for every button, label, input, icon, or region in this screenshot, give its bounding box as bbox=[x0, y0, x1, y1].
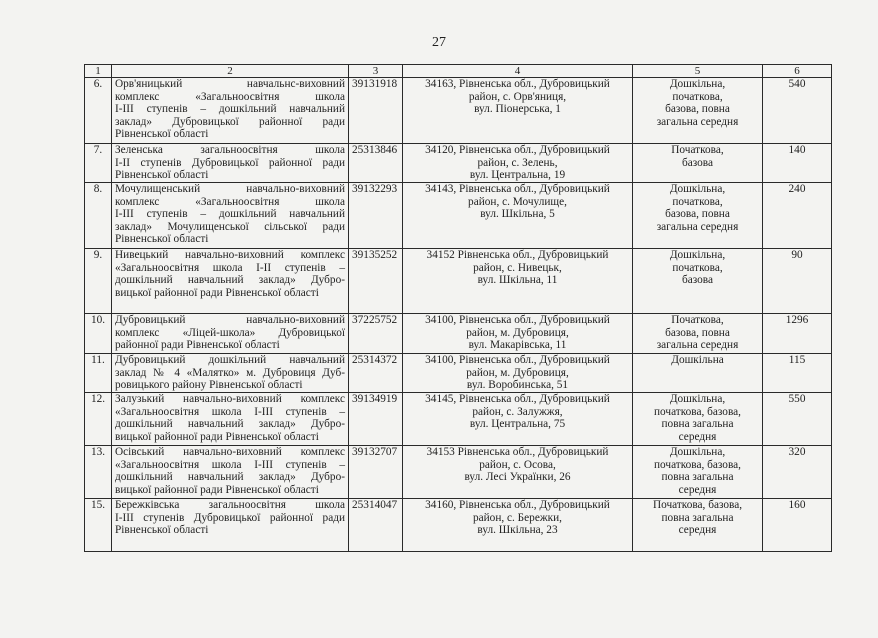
institution-name-line: заклад» Мочулищенської сільської ради bbox=[115, 220, 345, 233]
education-level-line: Початкова, базова, bbox=[652, 499, 743, 511]
institution-name-line: вицької районної ради Рівненської області bbox=[115, 430, 319, 443]
institution-name-cell bbox=[112, 78, 349, 144]
education-level-line: базова, повна bbox=[665, 103, 730, 116]
student-count-cell: 550 bbox=[763, 393, 832, 446]
education-level-cell bbox=[633, 446, 763, 499]
education-level-line: Дошкільна, bbox=[669, 393, 726, 405]
education-level-line: середня bbox=[678, 430, 717, 443]
header-cell: 3 bbox=[349, 65, 403, 78]
address-line: 34145, Рівненська обл., Дубровицький bbox=[425, 393, 610, 405]
institution-name-line: дошкільний навчальний заклад» Дубро- bbox=[115, 274, 345, 287]
address-line: район, с. Залужжя, bbox=[472, 405, 563, 418]
table-row bbox=[85, 249, 832, 314]
row-number-cell: 7. bbox=[85, 144, 112, 183]
institution-name-line: Дубровицький навчально-виховний bbox=[115, 314, 345, 326]
education-level-line: базова bbox=[681, 156, 713, 169]
table-row bbox=[85, 354, 832, 393]
student-count-cell: 115 bbox=[763, 354, 832, 393]
education-level-cell bbox=[633, 393, 763, 446]
education-level-line: Початкова, bbox=[671, 314, 724, 326]
address-line: 34163, Рівненська обл., Дубровицький bbox=[425, 78, 610, 90]
address-line: район, с. Зелень, bbox=[477, 156, 558, 169]
education-level-line: Початкова, bbox=[671, 144, 724, 156]
institution-name-line: «Загальноосвітня школа І-ІІІ ступенів – bbox=[115, 458, 345, 471]
address-line: 34153 Рівненська обл., Дубровицький bbox=[426, 446, 609, 458]
institution-name-cell bbox=[112, 499, 349, 552]
code-cell: 25314047 bbox=[349, 499, 403, 552]
table-row bbox=[85, 183, 832, 249]
address-line: район, м. Дубровиця, bbox=[466, 366, 569, 379]
institution-name-line: «Загальноосвітня школа І-ІІІ ступенів – bbox=[115, 405, 345, 418]
address-line: район, м. Дубровиця, bbox=[466, 326, 569, 339]
row-number-cell: 11. bbox=[85, 354, 112, 393]
address-line: район, с. Орв'яниця, bbox=[468, 90, 567, 103]
institution-name-line: Нивецький навчально-виховний комплекс bbox=[115, 249, 345, 261]
code-cell: 25314372 bbox=[349, 354, 403, 393]
address-line: вул. Шкільна, 23 bbox=[477, 524, 558, 537]
education-level-cell bbox=[633, 354, 763, 393]
table-row bbox=[85, 78, 832, 144]
table-row bbox=[85, 446, 832, 499]
address-line: вул. Піонерська, 1 bbox=[474, 103, 561, 116]
institution-name-line: вицької районної ради Рівненської області bbox=[115, 286, 319, 299]
address-line: 34100, Рівненська обл., Дубровицький bbox=[425, 354, 610, 366]
address-cell bbox=[403, 499, 633, 552]
address-line: 34152 Рівненська обл., Дубровицький bbox=[426, 249, 609, 261]
education-level-cell bbox=[633, 499, 763, 552]
row-number-cell: 15. bbox=[85, 499, 112, 552]
student-count-cell: 1296 bbox=[763, 314, 832, 354]
header-cell: 6 bbox=[763, 65, 832, 78]
address-cell bbox=[403, 144, 633, 183]
institution-name-line: вицької районної ради Рівненської області bbox=[115, 483, 319, 496]
education-level-cell bbox=[633, 314, 763, 354]
institution-name-line: дошкільний навчальний заклад» Дубро- bbox=[115, 418, 345, 431]
address-line: район, с. Бережки, bbox=[472, 511, 563, 524]
institution-name-line: заклад» Дубровицької районної ради bbox=[115, 115, 345, 128]
institution-name-line: Мочулищенський навчально-виховний bbox=[115, 183, 345, 195]
row-number-cell: 10. bbox=[85, 314, 112, 354]
institution-name-line: Рівненської області bbox=[115, 233, 209, 246]
table-row bbox=[85, 144, 832, 183]
institution-name-line: Зеленська загальноосвітня школа bbox=[115, 144, 345, 156]
address-cell bbox=[403, 249, 633, 314]
education-level-cell bbox=[633, 144, 763, 183]
address-line: вул. Макарівська, 11 bbox=[468, 339, 567, 352]
address-cell bbox=[403, 446, 633, 499]
institution-name-line: дошкільний навчальний заклад» Дубро- bbox=[115, 471, 345, 484]
header-cell: 2 bbox=[112, 65, 349, 78]
address-cell bbox=[403, 183, 633, 249]
page-number: 27 bbox=[432, 35, 446, 50]
address-line: вул. Лесі Українки, 26 bbox=[464, 471, 571, 484]
row-number-cell: 13. bbox=[85, 446, 112, 499]
student-count-cell: 90 bbox=[763, 249, 832, 314]
code-cell: 37225752 bbox=[349, 314, 403, 354]
education-level-line: середня bbox=[678, 524, 717, 537]
institution-name-line: Дубровицький дошкільний навчальний bbox=[115, 354, 345, 366]
institution-name-line: районної ради Рівненської області bbox=[115, 339, 280, 352]
education-level-cell bbox=[633, 78, 763, 144]
institution-name-cell bbox=[112, 249, 349, 314]
student-count-cell: 140 bbox=[763, 144, 832, 183]
institution-name-cell bbox=[112, 354, 349, 393]
address-cell bbox=[403, 78, 633, 144]
address-line: вул. Шкільна, 11 bbox=[477, 274, 558, 287]
education-level-line: повна загальна bbox=[661, 511, 734, 524]
table-row bbox=[85, 499, 832, 552]
institution-name-line: «Загальноосвітня школа І-ІІ ступенів – bbox=[115, 261, 345, 274]
address-cell bbox=[403, 393, 633, 446]
table-row bbox=[85, 393, 832, 446]
education-level-line: Дошкільна, bbox=[669, 78, 726, 90]
education-level-line: повна загальна bbox=[661, 418, 734, 431]
education-level-line: Дошкільна, bbox=[669, 249, 726, 261]
education-level-line: Дошкільна, bbox=[669, 183, 726, 195]
education-level-line: Дошкільна bbox=[671, 354, 724, 366]
education-level-cell bbox=[633, 183, 763, 249]
address-line: вул. Центральна, 75 bbox=[469, 418, 566, 431]
institution-name-line: Рівненської області bbox=[115, 169, 209, 182]
institution-name-line: Рівненської області bbox=[115, 128, 209, 141]
address-line: район, с. Осова, bbox=[479, 458, 556, 471]
education-level-line: початкова, базова, bbox=[654, 458, 741, 471]
education-level-line: загальна середня bbox=[656, 115, 739, 128]
address-cell bbox=[403, 314, 633, 354]
institution-name-line: Бережківська загальноосвітня школа bbox=[115, 499, 345, 511]
institution-name-cell bbox=[112, 144, 349, 183]
header-row bbox=[85, 65, 832, 78]
institution-name-line: ровицького району Рівненської області bbox=[115, 379, 303, 392]
code-cell: 39135252 bbox=[349, 249, 403, 314]
institution-name-line: Осівський навчально-виховний комплекс bbox=[115, 446, 345, 458]
row-number-cell: 12. bbox=[85, 393, 112, 446]
education-level-line: Дошкільна, bbox=[669, 446, 726, 458]
institution-name-line: комплекс «Ліцей-школа» Дубровицької bbox=[115, 326, 345, 339]
institution-name-cell bbox=[112, 393, 349, 446]
education-level-line: початкова, базова, bbox=[654, 405, 741, 418]
institution-name-cell bbox=[112, 314, 349, 354]
institution-name-line: І-ІІІ ступенів – дошкільний навчальний bbox=[115, 208, 345, 221]
code-cell: 39134919 bbox=[349, 393, 403, 446]
institution-name-line: І-ІІІ ступенів Дубровицької районної ради bbox=[115, 511, 345, 524]
address-line: вул. Центральна, 19 bbox=[469, 169, 566, 182]
header-cell: 1 bbox=[85, 65, 112, 78]
address-line: 34160, Рівненська обл., Дубровицький bbox=[425, 499, 610, 511]
address-line: 34143, Рівненська обл., Дубровицький bbox=[425, 183, 610, 195]
student-count-cell: 320 bbox=[763, 446, 832, 499]
education-level-cell bbox=[633, 249, 763, 314]
row-number-cell: 9. bbox=[85, 249, 112, 314]
address-line: вул. Шкільна, 5 bbox=[480, 208, 555, 221]
education-level-line: середня bbox=[678, 483, 717, 496]
code-cell: 25313846 bbox=[349, 144, 403, 183]
header-cell: 5 bbox=[633, 65, 763, 78]
row-number-cell: 6. bbox=[85, 78, 112, 144]
code-cell: 39132293 bbox=[349, 183, 403, 249]
address-line: 34120, Рівненська обл., Дубровицький bbox=[425, 144, 610, 156]
address-line: 34100, Рівненська обл., Дубровицький bbox=[425, 314, 610, 326]
institutions-table bbox=[84, 64, 832, 552]
education-level-line: початкова, bbox=[672, 195, 723, 208]
education-level-line: початкова, bbox=[672, 261, 723, 274]
institution-name-line: І-ІІ ступенів Дубровицької районної ради bbox=[115, 156, 345, 169]
institution-name-line: заклад № 4 «Малятко» м. Дубровиця Дуб- bbox=[115, 366, 345, 379]
education-level-line: загальна середня bbox=[656, 339, 739, 352]
education-level-line: базова, повна bbox=[665, 208, 730, 221]
row-number-cell: 8. bbox=[85, 183, 112, 249]
institution-name-cell bbox=[112, 183, 349, 249]
education-level-line: повна загальна bbox=[661, 471, 734, 484]
header-cell: 4 bbox=[403, 65, 633, 78]
code-cell: 39131918 bbox=[349, 78, 403, 144]
table-row bbox=[85, 314, 832, 354]
address-line: вул. Воробинська, 51 bbox=[466, 379, 569, 392]
institution-name-line: комплекс «Загальноосвітня школа bbox=[115, 90, 345, 103]
institution-name-cell bbox=[112, 446, 349, 499]
institution-name-line: Рівненської області bbox=[115, 524, 209, 537]
student-count-cell: 160 bbox=[763, 499, 832, 552]
institution-name-line: І-ІІІ ступенів – дошкільний навчальний bbox=[115, 103, 345, 116]
address-cell bbox=[403, 354, 633, 393]
code-cell: 39132707 bbox=[349, 446, 403, 499]
institution-name-line: Орв'яницький навчальнс-виховний bbox=[115, 78, 345, 90]
education-level-line: загальна середня bbox=[656, 220, 739, 233]
student-count-cell: 540 bbox=[763, 78, 832, 144]
education-level-line: базова, повна bbox=[665, 326, 730, 339]
address-line: район, с. Нивецьк, bbox=[473, 261, 562, 274]
student-count-cell: 240 bbox=[763, 183, 832, 249]
address-line: район, с. Мочулище, bbox=[468, 195, 567, 208]
institution-name-line: комплекс «Загальноосвітня школа bbox=[115, 195, 345, 208]
education-level-line: базова bbox=[681, 274, 713, 287]
institution-name-line: Залузький навчально-виховний комплекс bbox=[115, 393, 345, 405]
education-level-line: початкова, bbox=[672, 90, 723, 103]
